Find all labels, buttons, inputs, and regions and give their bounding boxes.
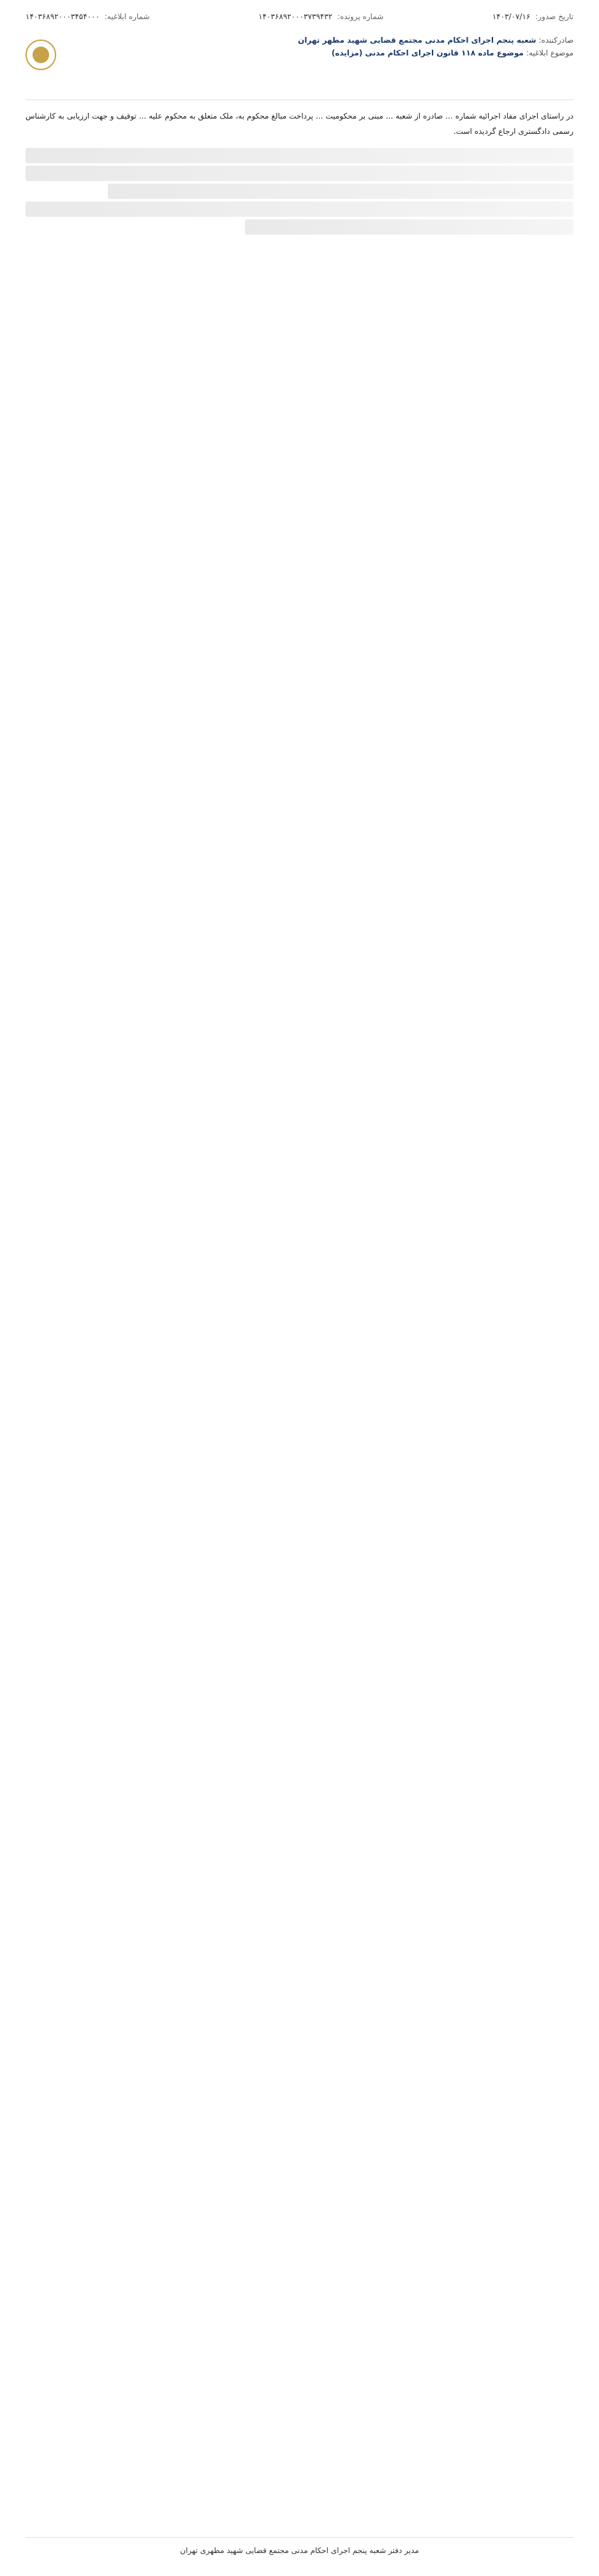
judiciary-logo-icon — [26, 40, 56, 70]
case-number — [258, 12, 383, 21]
case-number-value: ۱۴۰۳۶۸۹۲۰۰۰۳۷۳۹۴۳۲ — [258, 12, 333, 21]
issuer-label: صادرکننده: — [538, 36, 573, 45]
case-number-label: شماره پرونده: — [337, 12, 384, 21]
issue-date-label: تاریخ صدور: — [535, 12, 573, 21]
issue-date-value: ۱۴۰۳/۰۷/۱۶ — [492, 12, 531, 21]
logo-emblem — [33, 47, 49, 63]
intro-paragraph: در راستای اجرای مفاد اجرائیه شماره ... صادره از شعبه ... مبنی بر محکومیت ... پرداخت مبالغ محکوم به، ملک متعلق به محکوم علیه ... توقیف و جهت ارزیابی به کارشناس رسمی دادگستری ارجاع گردیده است. — [26, 112, 573, 136]
text-line — [26, 166, 573, 181]
issuer-name: شعبه پنجم اجرای احکام مدنی مجتمع قضایی شهید مطهر تهران — [298, 36, 536, 45]
body-text-block — [26, 148, 573, 235]
document-body — [26, 108, 573, 2519]
subject-line — [26, 48, 573, 57]
notice-code-label: شماره ابلاغیه: — [104, 12, 150, 21]
text-line — [108, 184, 573, 199]
text-line — [26, 201, 573, 217]
notice-code-value: ۱۴۰۳۶۸۹۲۰۰۰۳۴۵۴۰۰۰ — [26, 12, 100, 21]
subject-text: موضوع ماده ۱۱۸ قانون اجرای احکام مدنی (مزایده) — [331, 48, 524, 57]
notice-code — [26, 12, 150, 21]
issue-date — [492, 12, 573, 21]
text-line — [26, 148, 573, 163]
subject-label: موضوع ابلاغیه: — [526, 48, 573, 57]
document-meta-bar — [26, 4, 573, 29]
text-line — [245, 219, 573, 235]
issuer-line — [26, 36, 573, 45]
closing-signature: مدیر دفتر شعبه پنجم اجرای احکام مدنی مجتمع قضایی شهید مطهری تهران — [26, 2537, 573, 2563]
document-header — [26, 36, 573, 100]
